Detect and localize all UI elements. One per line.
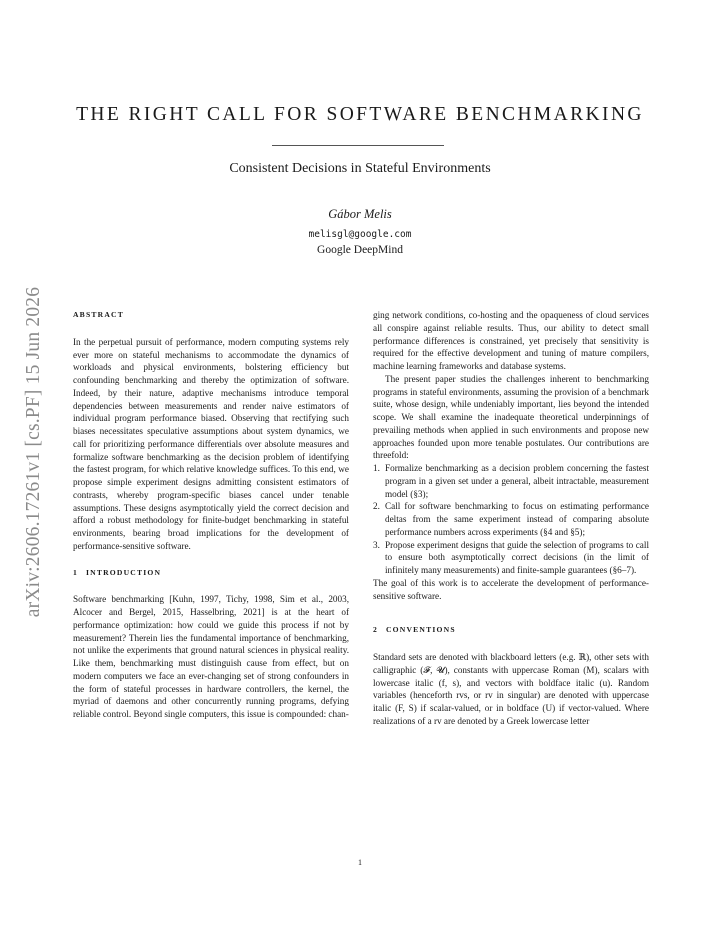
contribution-text: Formalize benchmarking as a decision problem concerning the fastest program in a given set under a general, albeit intractable, measurement model (§3); (385, 463, 649, 499)
contribution-text: Propose experiment designs that guide the selection of programs to call to ensure both asymptotically correct decisions (in the limit of infinitely many measurements) and finite-sample guarantees (§6–7). (385, 539, 649, 575)
abstract-heading: ABSTRACT (73, 310, 124, 319)
section-title: INTRODUCTION (86, 567, 162, 577)
abstract-text: In the perpetual pursuit of performance, modern computing systems rely ever more on stateful mechanisms to accommodate the dynamics of workloads and physical environments, bolstering efficiency but confounding benchmarking and thereby the optimization of software. Indeed, by their nature, adaptive mechanisms introduce temporal dependencies between measurements and render naive estimators of individual program performance biased. Observing that rectifying such biases necessitates speculative assumptions about system dynamics, we call for prioritizing performance differentials over absolute measures and formalize software benchmarking as the decision problem of identifying the fastest program, for which relative knowledge suffices. To this end, we propose simple experiment designs admitting consistent estimators of contrasts, whereby program-specific biases cancel under tenable assumptions. These designs asymptotically yield the correct decision and afford a robust methodology for finite-budget benchmarking in stateful environments, bearing broad implications for the development of performance-sensitive software. (73, 336, 349, 551)
contribution-item (373, 462, 649, 500)
arxiv-stamp (20, 262, 48, 642)
list-number: 1. (373, 463, 380, 473)
author-email: melisgl@google.com (308, 229, 412, 240)
author-name: Gábor Melis (328, 207, 392, 221)
right-column (373, 309, 649, 728)
arxiv-stamp-text: arXiv:2606.17261v1 [cs.PF] 15 Jun 2026 (23, 286, 44, 618)
introduction-continuation: ging network conditions, co-hosting and the opaqueness of cloud services all conspire against reliable results. Thus, our ability to detect small performance differences is constrained, yet precisely that sensitivity is required for the effective development and tuning of mature compilers, machine learning frameworks and database systems. (373, 310, 649, 371)
introduction-paragraph-2: The present paper studies the challenges inherent to benchmarking programs in stateful environments, assuming the provision of a benchmark suite, whose design, while undeniably important, lies beyond the intended scope. We shall examine the inadequate theoretical underpinnings of prevailing methods when applied in such environments and propose new approaches founded upon more tenable postulates. Our contributions are threefold: (373, 373, 649, 461)
title-rule (272, 145, 444, 146)
contribution-text: Call for software benchmarking to focus on estimating performance deltas from the same experiment instead of comparing absolute performance numbers across experiments (§4 and §5); (385, 501, 649, 537)
author-affiliation: Google DeepMind (317, 244, 403, 256)
list-number: 2. (373, 501, 380, 512)
section-title: CONVENTIONS (386, 625, 456, 635)
contribution-item (373, 539, 649, 577)
left-column (73, 309, 349, 721)
section-number: 1 (73, 567, 78, 577)
introduction-closing: The goal of this work is to accelerate the development of performance-sensitive software. (373, 577, 649, 601)
conventions-heading (373, 624, 649, 637)
contribution-item (373, 500, 649, 538)
introduction-paragraph-1: Software benchmarking [Kuhn, 1997, Tichy, 1998, Sim et al., 2003, Alcocer and Bergel, 2015, Hasselbring, 2021] is at the heart of performance optimization: how could we guide this process if not by measurement? Therein lies the fundamental importance of benchmarking, not unlike the experiments that ground natural sciences in physical reality. Like them, benchmarking must distinguish cause from effect, but on modern computers we face an ever-changing set of strong confounders in the form of stateful processes in hardware controllers, the kernel, the myriad of daemons and other concurrently running programs, defying reliable control. Beyond single computers, this issue is compounded: chan- (73, 594, 349, 719)
page-number: 1 (358, 858, 362, 867)
paper-subtitle: Consistent Decisions in Stateful Environments (229, 161, 491, 176)
paper-title: THE RIGHT CALL FOR SOFTWARE BENCHMARKING (76, 104, 644, 125)
section-number: 2 (373, 625, 378, 635)
introduction-heading (73, 567, 349, 580)
list-number: 3. (373, 539, 380, 550)
contributions-list (373, 462, 649, 577)
conventions-text: Standard sets are denoted with blackboard letters (e.g. ℝ), other sets with calligraphic (𝓕, 𝓤), constants with uppercase Roman (M), scalars with lowercase italic (f, s), and vectors with boldface italic (u). Random variables (henceforth rvs, or rv in singular) are denoted with uppercase italic (F, S) if scalar-valued, or in boldface (U) if vector-valued. Where realizations of a rv are denoted by a Greek lowercase letter (373, 652, 649, 726)
